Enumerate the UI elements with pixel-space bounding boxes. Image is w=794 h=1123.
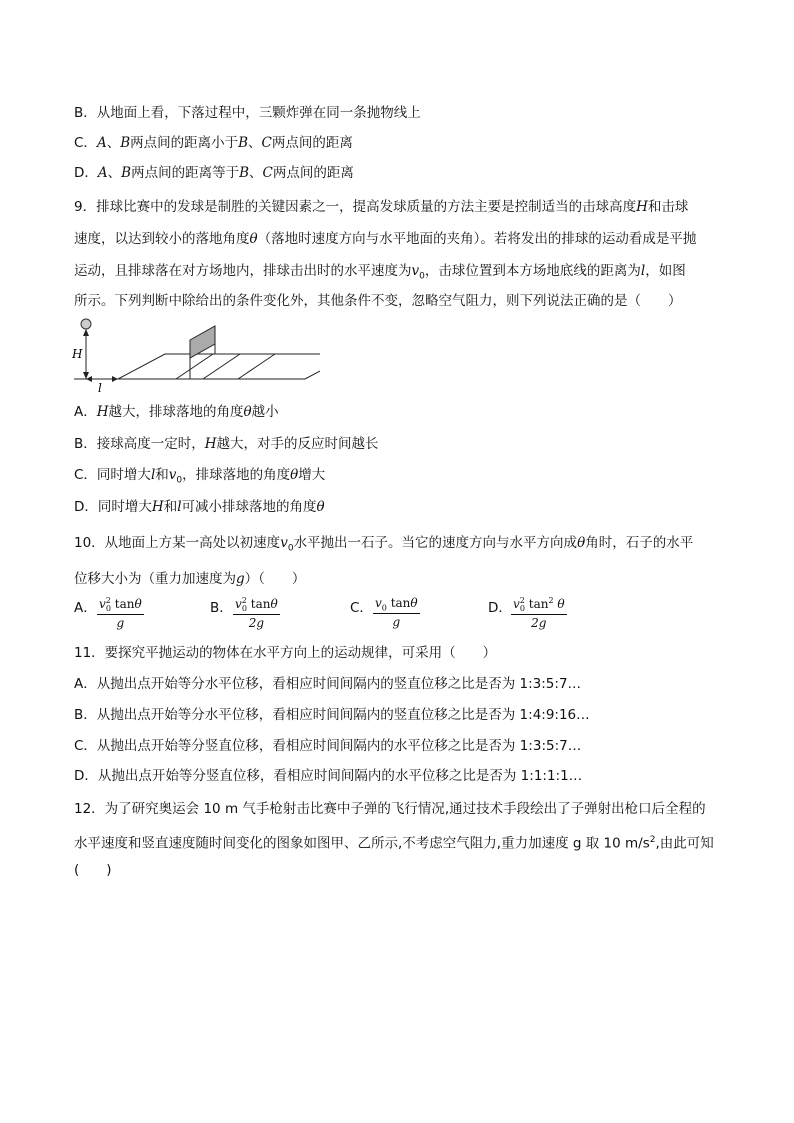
ball-icon — [81, 319, 91, 329]
q8-option-c: C．A、B两点间的距离小于B、C两点间的距离 — [74, 135, 353, 151]
volleyball-court-figure — [70, 316, 320, 392]
court-outline — [118, 354, 320, 379]
q12-stem-line3: ( ) — [74, 862, 112, 878]
q9-stem-line3: 运动，且排球落在对方场地内，排球击出时的水平速度为$v_0$，击球位置到本方场地底线的距离为l，如图 — [74, 263, 686, 282]
q11-option-c: C．从抛出点开始等分竖直位移，看相应时间间隔内的水平位移之比是否为 1:3:5:7… — [74, 738, 582, 754]
figure-label-l: l — [98, 381, 102, 392]
q12-stem-line1: 12．为了研究奥运会 10 m 气手枪射击比赛中子弹的飞行情况,通过技术手段绘出了子弹射出枪口后全程的 — [74, 801, 706, 817]
q10-option-b-fraction: $v^2_0$ tanθ 2g — [235, 596, 278, 631]
q10-stem-line1: 10．从地面上方某一高处以初速度$v_0$水平抛出一石子。当它的速度方向与水平方向成θ角时，石子的水平 — [74, 535, 694, 554]
q9-stem-line4: 所示。下列判断中除给出的条件变化外，其他条件不变，忽略空气阻力，则下列说法正确的是（ ） — [74, 293, 682, 309]
q9-option-b: B．接球高度一定时，H越大，对手的反应时间越长 — [74, 436, 379, 452]
q8-option-d: D．A、B两点间的距离等于B、C两点间的距离 — [74, 165, 354, 181]
q9-option-a: A．H越大，排球落地的角度θ越小 — [74, 404, 279, 420]
net — [190, 326, 215, 358]
distance-arrow-right-icon — [112, 376, 118, 382]
q10-option-b-label: B． — [210, 600, 233, 616]
q11-option-b: B．从抛出点开始等分水平位移，看相应时间间隔内的竖直位移之比是否为 1:4:9:16… — [74, 707, 590, 723]
figure-label-h: H — [72, 347, 83, 361]
court-line-3 — [238, 354, 275, 379]
q10-option-c-fraction: $v_0$ tanθ g — [375, 596, 418, 630]
q10-option-d-fraction: $v^2_0$ $\tan^2 \theta$ 2g — [513, 596, 565, 631]
q9-option-c: C．同时增大l和$v_0$，排球落地的角度θ增大 — [74, 467, 326, 486]
q10-option-a-fraction: $v^2_0$ tanθ g — [99, 596, 142, 631]
court-line-2 — [203, 354, 240, 379]
q11-option-d: D．从抛出点开始等分竖直位移，看相应时间间隔内的水平位移之比是否为 1:1:1:1… — [74, 768, 583, 784]
q10-stem-line2: 位移大小为（重力加速度为g）（ ） — [74, 571, 306, 587]
q10-option-c-label: C． — [350, 600, 373, 616]
q8-option-b: B．从地面上看，下落过程中，三颗炸弹在同一条抛物线上 — [74, 105, 421, 121]
q12-stem-line2: 水平速度和竖直速度随时间变化的图象如图甲、乙所示,不考虑空气阻力,重力加速度 g 取 10 $m/s^2$,由此可知 — [74, 835, 714, 852]
q11-option-a: A．从抛出点开始等分水平位移，看相应时间间隔内的竖直位移之比是否为 1:3:5:7… — [74, 676, 582, 692]
q10-option-d-label: D． — [488, 600, 512, 616]
q9-stem-line1: 9．排球比赛中的发球是制胜的关键因素之一，提高发球质量的方法主要是控制适当的击球高度H和击球 — [74, 199, 689, 215]
court-line-1 — [176, 354, 213, 379]
q11-stem: 11．要探究平抛运动的物体在水平方向上的运动规律，可采用（ ） — [74, 645, 497, 661]
q10-option-a-label: A． — [74, 600, 97, 616]
height-arrow-up-icon — [83, 329, 89, 336]
q9-option-d: D．同时增大H和l可减小排球落地的角度θ — [74, 499, 325, 515]
q9-stem-line2: 速度，以达到较小的落地角度θ（落地时速度方向与水平地面的夹角）。若将发出的排球的运动看成是平抛 — [74, 231, 697, 247]
